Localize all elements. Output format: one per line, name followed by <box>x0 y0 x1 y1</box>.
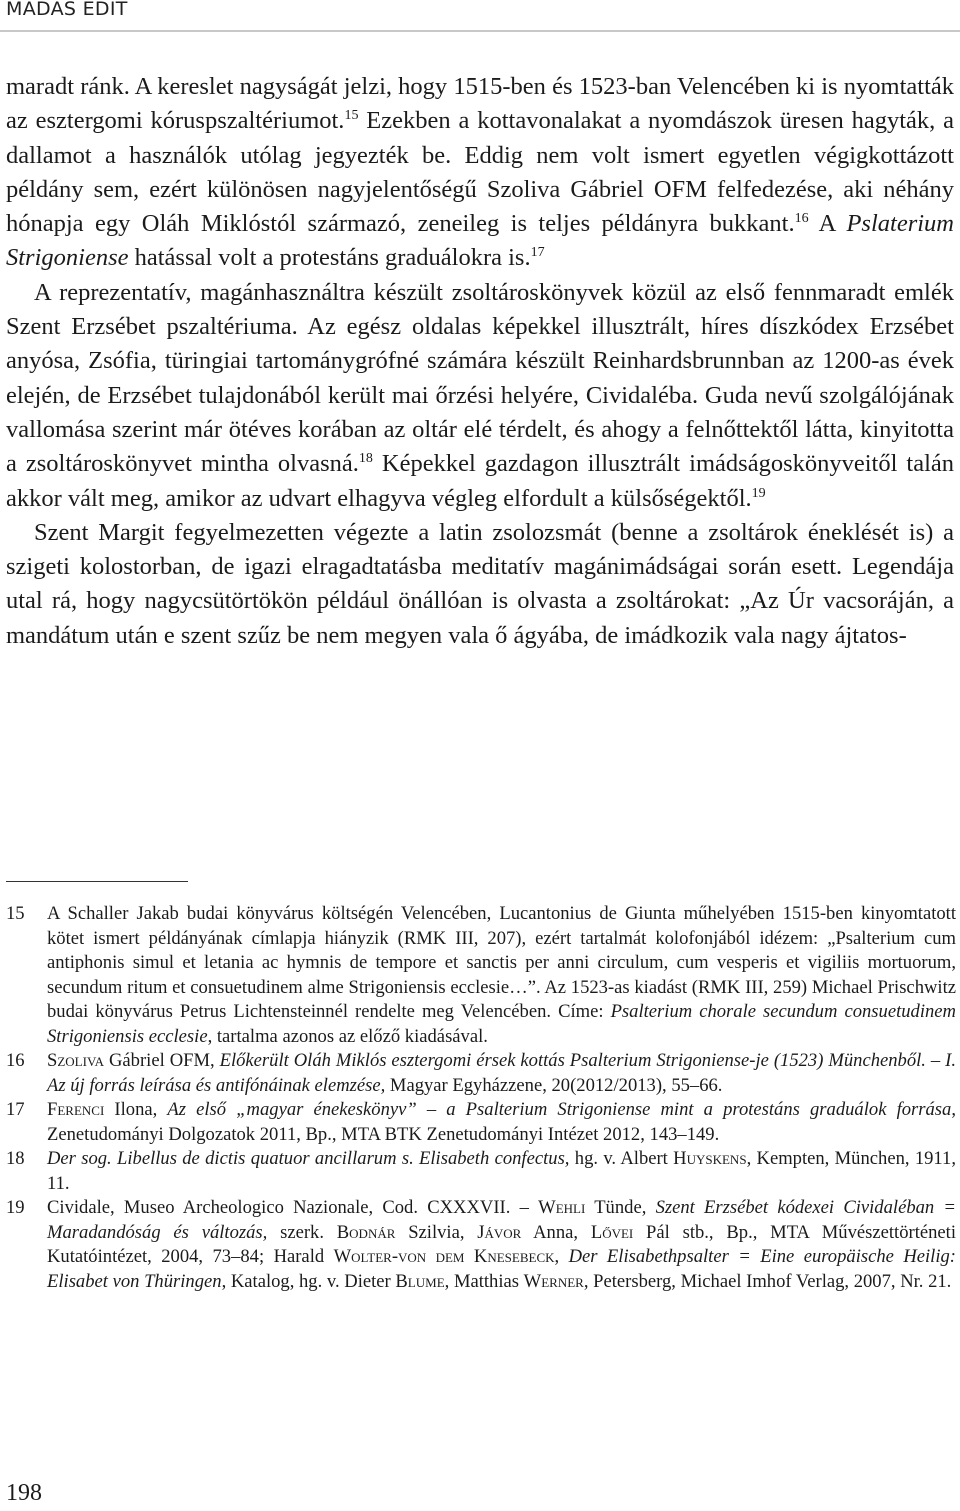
text-run: Ezekben a kottavonalakat a nyomdászok üresen hagyták, a dallamot a használók utólag jegyezték be. Eddig nem volt ismert egyetlen végigkottázott példány sem, ezért különösen nagyjelentőségű Szoliva Gábriel OFM felfedezése, aki néhány hónapja egy Oláh Miklóstól származó, zeneileg is teljes példányra bukkant. <box>6 107 954 238</box>
text-run: Magyar Egyházzene, 20(2012/2013), 55–66. <box>385 1074 723 1096</box>
text-run: , Zenetudományi Dolgozatok 2011, Bp., MTA BTK Zenetudományi Intézet 2012, 143–149. <box>47 1099 956 1145</box>
text-run: , Katalog, hg. v. Dieter <box>221 1270 396 1292</box>
text-run: hatással volt a protestáns graduálokra is. <box>128 244 531 272</box>
italic-title: Előkerült Oláh Miklós esztergomi érsek kottás Psalterium Strigoniense-je (1523) Münchenből. – I. Az új forrás leírása és antifónáinak elemzése, <box>47 1050 956 1096</box>
footnote-number: 18 <box>6 1148 25 1169</box>
author-name: Huyskens <box>673 1148 747 1169</box>
text-run: Gábriel OFM, <box>104 1050 220 1071</box>
footnote-19 <box>6 1196 956 1294</box>
footnote-16 <box>6 1049 956 1098</box>
text-run: , Matthias <box>444 1270 524 1292</box>
author-name: Wehli <box>538 1197 586 1218</box>
footnote-separator <box>6 881 188 882</box>
text-run: maradt ránk. A kereslet nagyságát jelzi, hogy 1515-ben és 1523-ban Velencében ki is nyomtatták az esztergomi kóruspszaltériumot. <box>6 73 954 135</box>
text-run: Szent Margit fegyelmezetten végezte a latin zsolozsmát (benne a zsoltárok éneklését is) a szigeti kolostorban, de igazi elragadtatásba meditatív magánimádságai során esett. Legendája utal rá, hogy nagycsütörtökön például önállóan is olvasta a zsoltárokat: „Az Úr vacsoráján, a mandátum után e szent szűz be nem megyen vala ő ágyába, de imádkozik vala nagy ájtatos- <box>6 518 954 649</box>
italic-title: Szent Erzsébet kódexei Cividaléban = Maradandóság és változás, <box>47 1197 956 1243</box>
text-run: , Kempten, München, 1911, 11. <box>47 1148 956 1194</box>
paragraph-3 <box>6 516 954 653</box>
author-name: Blume <box>395 1270 445 1292</box>
footnote-number: 15 <box>6 903 25 924</box>
footnote-number: 16 <box>6 1050 25 1071</box>
footnotes <box>6 902 956 1294</box>
footnote-ref-18[interactable]: 18 <box>358 451 373 467</box>
footnote-18 <box>6 1147 956 1196</box>
footnote-15 <box>6 902 956 1049</box>
running-header: MADAS EDIT <box>6 0 128 20</box>
header-rule <box>0 30 960 32</box>
text-run: Képekkel gazdagon illusztrált imádságoskönyveitől talán akkor vált meg, amikor az udvart elhagyva végleg elfordult a külsőségektől. <box>6 450 955 512</box>
author-name: Werner <box>523 1270 584 1292</box>
text-run: Anna, <box>521 1221 591 1243</box>
text-run: A Schaller Jakab budai könyvárus költségén Velencében, Lucantonius de Giunta műhelyében 1515-ben kinyomtatott kötet ismert példányának címlapja hiányzik (RMK III, 207), ezért tartalmát kolofonjából idézem: „Psalterium cum antiphonis simul et letania ac hymnis de tempore et sanctis per anni circulum, cum vesperis et vigiliis mortuorum, secundum ritum et consuetudinem alme Strigoniensis ecclesie…”. Az 1523-as kiadást (RMK III, 259) Michael Prischwitz budai könyvárus Petrus Lichtensteinnél rendelte meg Velencében. Címe: <box>47 903 956 1022</box>
text-run: Ilona, <box>104 1099 168 1120</box>
text-run: A reprezentatív, magánhasználtra készült zsoltároskönyvek közül az első fennmaradt emlék Szent Erzsébet pszaltériuma. Az egész oldalas képekkel illusztrált, híres díszkódex Erzsébet anyósa, Zsófia, türingiai tartománygrófné számára készült Reinhardsbrunnban az 1200-as évek elején, de Erzsébet tulajdonából került mai őrzési helyére, Cividaléba. Guda nevű szolgálójának vallomása szerint már ötéves korában az oltár elé térdelt, és ahogy a felnőttektől látta, kinyitotta a zsoltároskönyvet mintha olvasná. <box>6 278 954 478</box>
italic-title: Der Elisabethpsalter = Eine europäische Heilig: Elisabet von Thüringen <box>47 1246 956 1292</box>
text-run: hg. v. Albert <box>569 1148 674 1169</box>
paragraph-1 <box>6 70 954 276</box>
text-run: Tünde, <box>585 1197 656 1218</box>
paragraph-2 <box>6 276 954 516</box>
text-run: A <box>808 210 847 238</box>
text-run: , <box>554 1246 569 1267</box>
page-number: 198 <box>6 1480 42 1506</box>
footnote-ref-16[interactable]: 16 <box>794 211 809 227</box>
author-name: Szoliva <box>47 1050 105 1071</box>
text-run: Pál stb., Bp., MTA Művészettörténeti Kutatóintézet, 2004, 73–84; Harald <box>47 1221 956 1267</box>
italic-title: Der sog. Libellus de dictis quatuor ancillarum s. Elisabeth confectus, <box>47 1148 570 1169</box>
author-name: Wolter-von dem Knesebeck <box>333 1246 555 1267</box>
italic-title: Psalterium chorale secundum consuetudinem Strigoniensis ecclesie <box>47 1001 956 1047</box>
text-run: Cividale, Museo Archeologico Nazionale, Cod. CXXXVII. – <box>47 1197 539 1218</box>
text-run: szerk. <box>267 1221 337 1243</box>
footnote-number: 17 <box>6 1099 25 1120</box>
author-name: Lővei <box>590 1221 634 1243</box>
footnote-ref-17[interactable]: 17 <box>530 245 545 261</box>
text-run: Szilvia, <box>395 1221 478 1243</box>
italic-title: Az első „magyar énekeskönyv” – a Psalterium Strigoniense mint a protestáns graduálok forrása <box>167 1099 952 1120</box>
footnote-ref-19[interactable]: 19 <box>751 485 766 501</box>
author-name: Bodnár <box>336 1221 396 1243</box>
footnote-17 <box>6 1098 956 1147</box>
text-run: , Petersberg, Michael Imhof Verlag, 2007, Nr. 21. <box>583 1270 952 1292</box>
text-run: , tartalma azonos az előző kiadásával. <box>207 1025 488 1047</box>
main-text <box>6 70 954 653</box>
footnote-number: 19 <box>6 1197 25 1218</box>
author-name: Ferenci <box>47 1099 105 1120</box>
italic-title: Pslaterium Strigoniense <box>6 210 954 272</box>
footnote-ref-15[interactable]: 15 <box>344 108 359 124</box>
author-name: Jávor <box>477 1221 522 1243</box>
